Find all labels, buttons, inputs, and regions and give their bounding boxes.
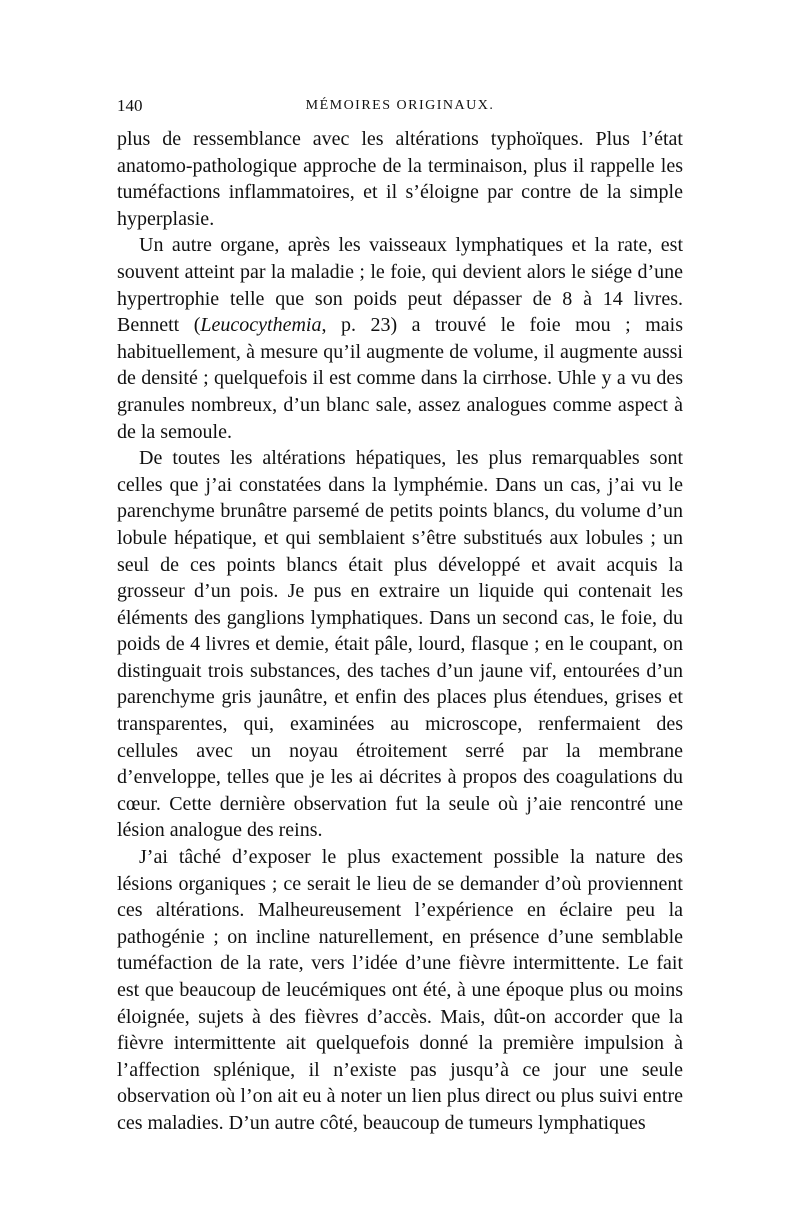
paragraph-2 — [117, 232, 683, 445]
page-header — [117, 96, 683, 126]
page-number: 140 — [117, 96, 143, 115]
book-title-leucocythemia: Leucocythemia — [200, 314, 322, 337]
paragraph-4: J’ai tâché d’exposer le plus exactement possible la nature des lésions organiques ; ce serait le lieu de se demander d’où proviennent ces altérations. Malheureusement l’expérience en éclaire peu la pathogénie ; on incline naturellement, en présence d’une semblable tuméfaction de la rate, vers l’idée d’une fièvre intermittente. Le fait est que beaucoup de leucémiques ont été, à une époque plus ou moins éloignée, sujets à des fièvres d’accès. Mais, dût-on accorder que la fièvre intermittente ait quelquefois donné la première impulsion à l’affection splénique, il n’existe pas jusqu’à ce jour une seule observation où l’on ait eu à noter un lien plus direct ou plus suivi entre ces maladies. D’un autre côté, beaucoup de tumeurs lymphatiques — [117, 846, 683, 1134]
paragraph-2-text-a: Un autre organe, après les vaisseaux lymphatiques et la rate, est souvent atteint par la maladie ; le foie, qui devient alors le siége d’une hypertrophie telle que son poids peut dépasser de 8 à 14 livres. Bennett ( — [117, 234, 683, 337]
running-head: MÉMOIRES ORIGINAUX. — [305, 98, 495, 113]
body-text — [117, 126, 683, 1137]
paragraph-2-text-b: , p. 23) a trouvé le foie mou ; mais habituellement, à mesure qu’il augmente de volume, il augmente aussi de densité ; quelquefois il est comme dans la cirrhose. Uhle y a vu des granules nombreux, d’un blanc sale, assez analogues comme aspect à de la semoule. — [117, 314, 683, 443]
document-page — [117, 96, 683, 1137]
paragraph-3: De toutes les altérations hépatiques, les plus remarquables sont celles que j’ai constatées dans la lymphémie. Dans un cas, j’ai vu le parenchyme brunâtre parsemé de petits points blancs, du volume d’un lobule hépatique, et qui semblaient s’être substitués aux lobules ; un seul de ces points blancs était plus développé et avait acquis la grosseur d’un pois. Je pus en extraire un liquide qui contenait les éléments des ganglions lymphatiques. Dans un second cas, le foie, du poids de 4 livres et demie, était pâle, lourd, flasque ; en le coupant, on distinguait trois substances, des taches d’un jaune vif, entourées d’un parenchyme gris jaunâtre, et enfin des places plus étendues, grises et transparentes, qui, examinées au microscope, renfermaient des cellules avec un noyau étroitement serré par la membrane d’enveloppe, telles que je les ai décrites à propos des coagulations du cœur. Cette dernière observation fut la seule où j’aie rencontré une lésion analogue des reins. — [117, 447, 683, 842]
paragraph-1: plus de ressemblance avec les altérations typhoïques. Plus l’état anatomo-pathologique approche de la terminaison, plus il rappelle les tuméfactions inflammatoires, et il s’éloigne par contre de la simple hyperplasie. — [117, 128, 683, 230]
